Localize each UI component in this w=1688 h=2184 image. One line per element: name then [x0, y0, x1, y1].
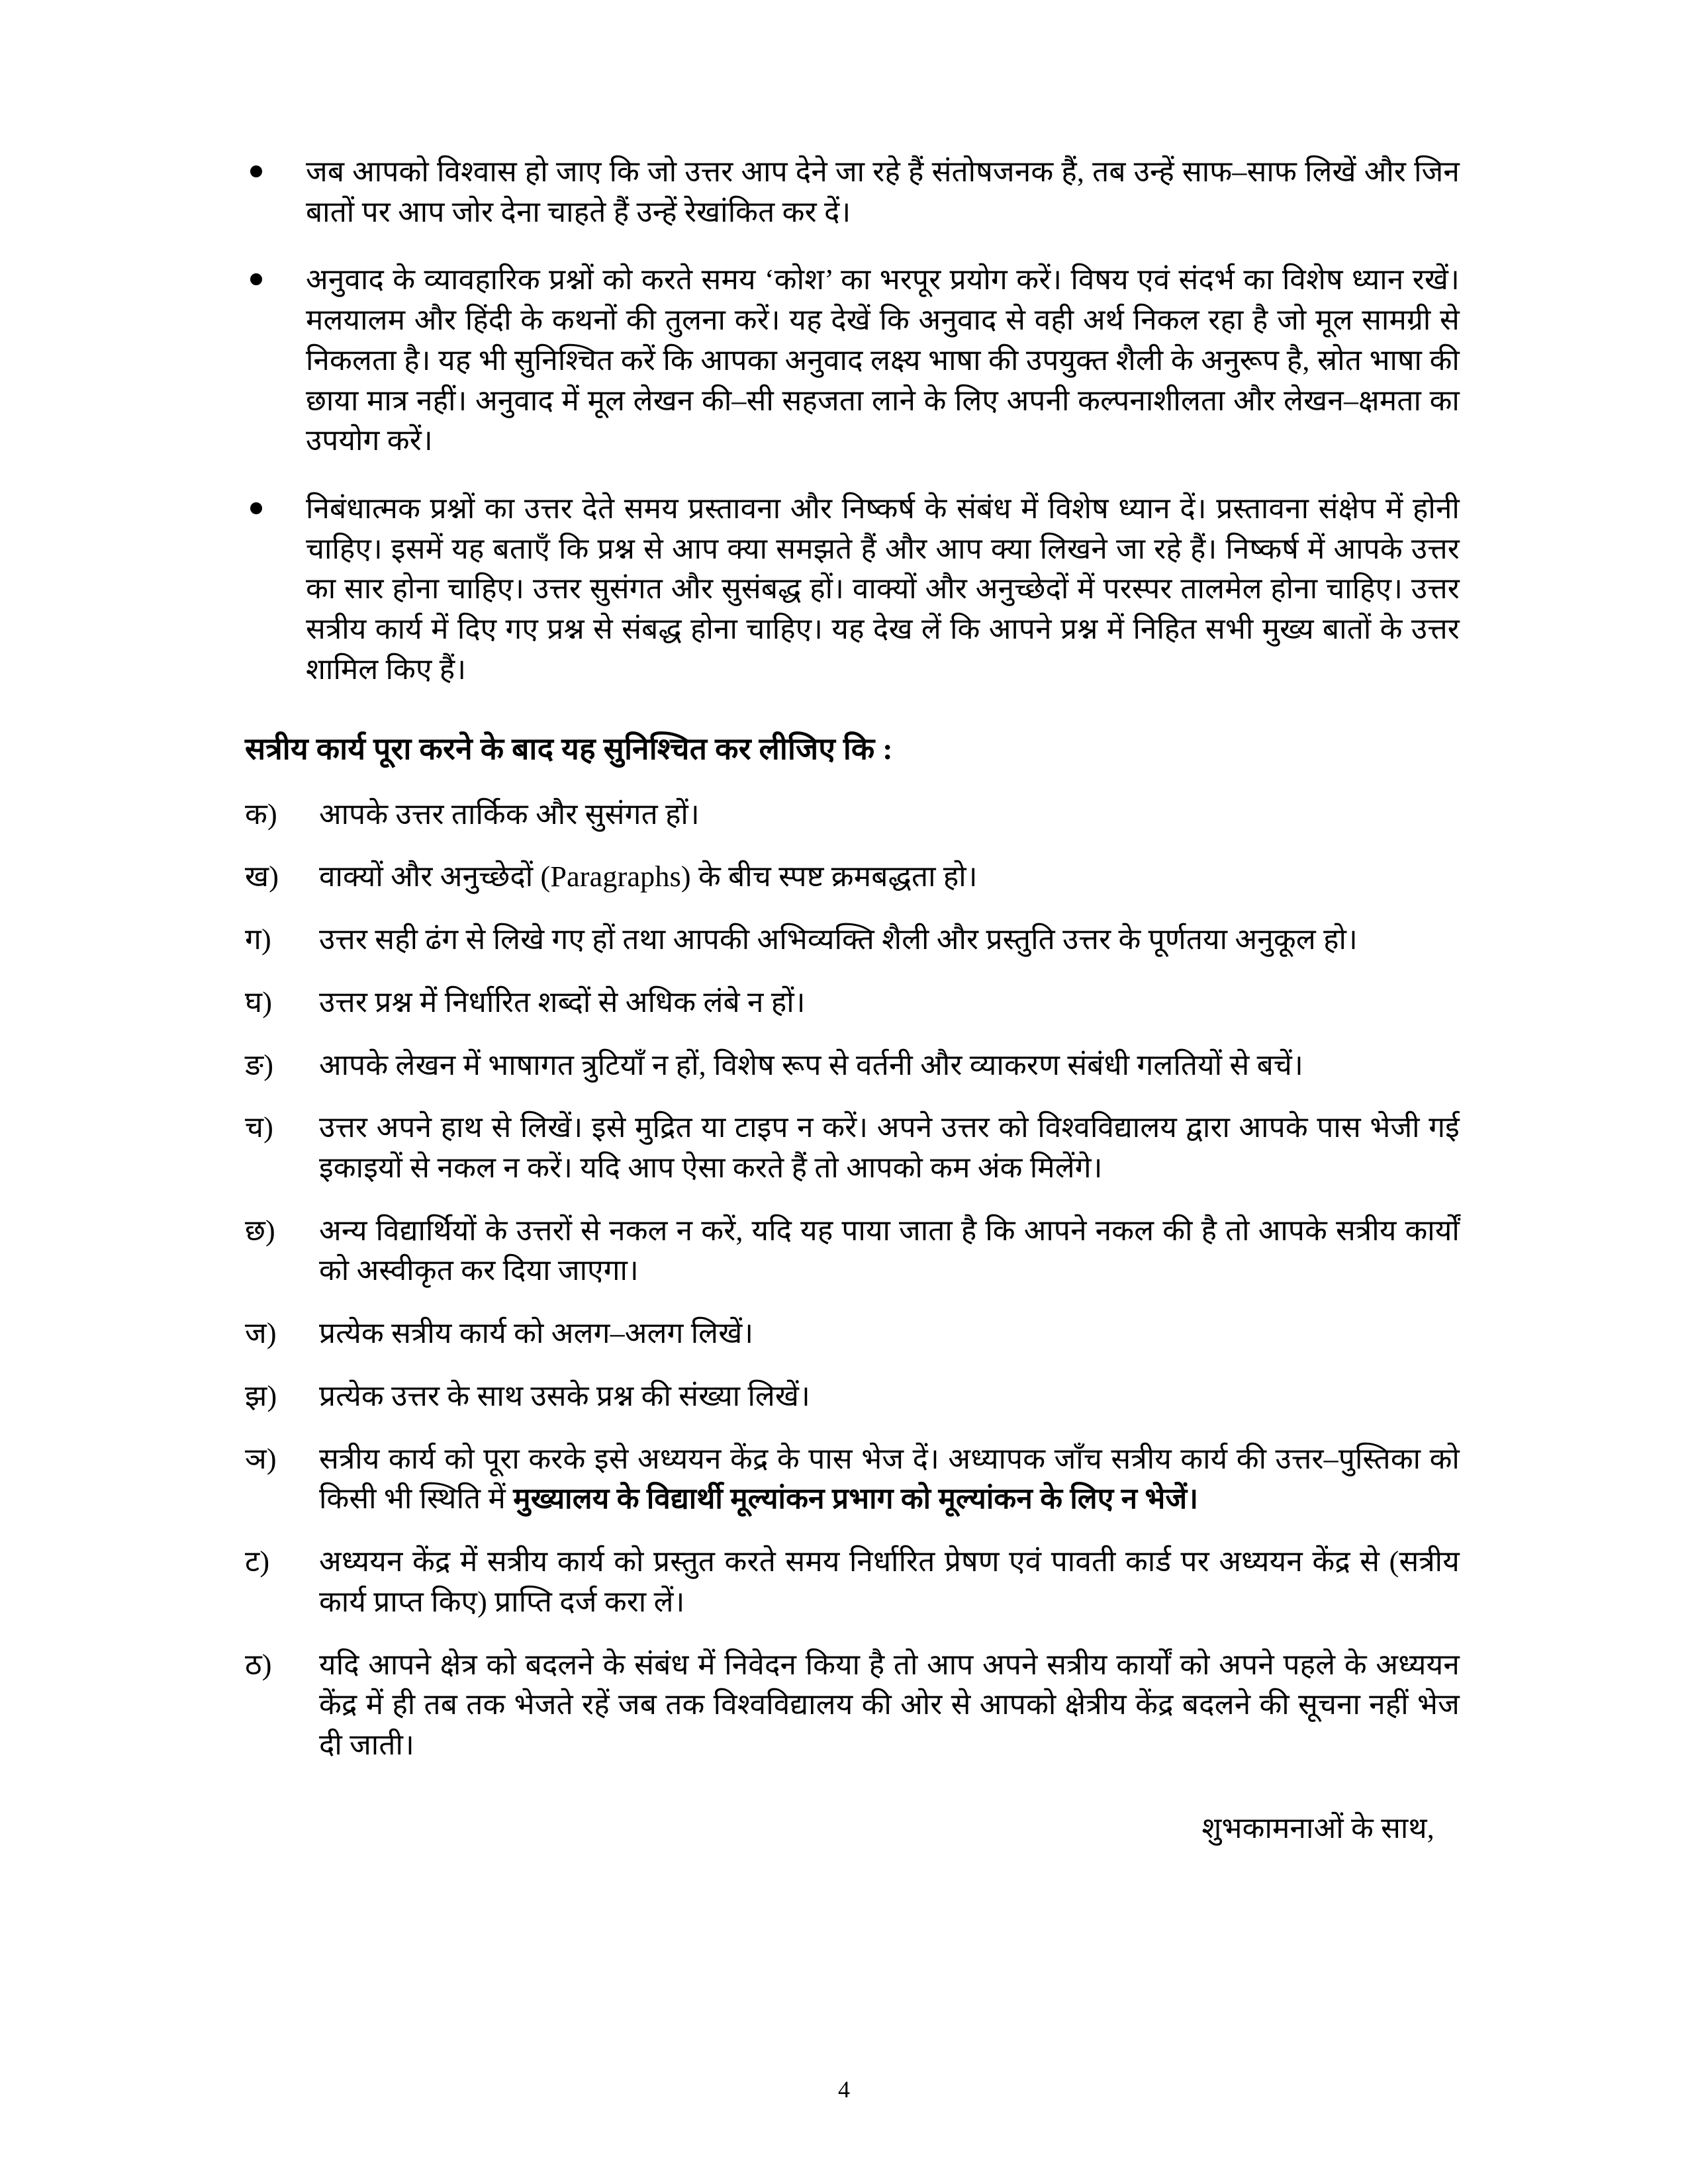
- bullet-text: अनुवाद के व्यावहारिक प्रश्नों को करते समय ‘कोश’ का भरपूर प्रयोग करें। विषय एवं संदर्भ का विशेष ध्यान रखें। मलयालम और हिंदी के कथनों की तुलना करें। यह देखें कि अनुवाद से वही अर्थ निकल रहा है जो मूल सामग्री से निकलता है। यह भी सुनिश्चित करें कि आपका अनुवाद लक्ष्य भाषा की उपयुक्त शैली के अनुरूप है, स्रोत भाषा की छाया मात्र नहीं। अनुवाद में मूल लेखन की–सी सहजता लाने के लिए अपनी कल्पनाशीलता और लेखन–क्षमता का उपयोग करें।: [306, 263, 1460, 457]
- item-text: आपके उत्तर तार्किक और सुसंगत हों।: [319, 797, 700, 831]
- item-text-before-emphasis: सत्रीय कार्य को पूरा करके इसे अध्ययन केंद्र के पास भेज दें। अध्यापक जाँच सत्रीय कार्य की उत्तर–पुस्तिका को किसी भी स्थिति में: [319, 1442, 1460, 1516]
- lettered-list-item: [245, 1542, 1460, 1622]
- checklist-lettered-list: [245, 795, 1460, 1766]
- bullet-list-item: [245, 260, 1460, 461]
- bullet-text: निबंधात्मक प्रश्नों का उत्तर देते समय प्रस्तावना और निष्कर्ष के संबंध में विशेष ध्यान दें। प्रस्तावना संक्षेप में होनी चाहिए। इसमें यह बताएँ कि प्रश्न से आप क्या समझते हैं और आप क्या लिखने जा रहे हैं। निष्कर्ष में आपके उत्तर का सार होना चाहिए। उत्तर सुसंगत और सुसंबद्ध हों। वाक्यों और अनुच्छेदों में परस्पर तालमेल होना चाहिए। उत्तर सत्रीय कार्य में दिए गए प्रश्न से संबद्ध होना चाहिए। यह देख लें कि आपने प्रश्न में निहित सभी मुख्य बातों के उत्तर शामिल किए हैं।: [306, 492, 1460, 686]
- item-marker: ख): [245, 860, 279, 893]
- instructions-bullet-list: [245, 152, 1460, 690]
- document-content: [245, 152, 1460, 1846]
- page-number: 4: [838, 2076, 850, 2103]
- item-marker: ज): [245, 1317, 277, 1350]
- lettered-list-item: [245, 795, 1460, 835]
- item-text: अध्ययन केंद्र में सत्रीय कार्य को प्रस्तुत करते समय निर्धारित प्रेषण एवं पावती कार्ड पर अध्ययन केंद्र से (सत्रीय कार्य प्राप्त किए) प्राप्ति दर्ज करा लें।: [319, 1545, 1460, 1618]
- bullet-text: जब आपको विश्वास हो जाए कि जो उत्तर आप देने जा रहे हैं संतोषजनक हैं, तब उन्हें साफ–साफ लिखें और जिन बातों पर आप जोर देना चाहते हैं उन्हें रेखांकित कर दें।: [306, 156, 1460, 228]
- lettered-list-item: [245, 1046, 1460, 1086]
- lettered-list-item: [245, 1439, 1460, 1520]
- item-text: उत्तर अपने हाथ से लिखें। इसे मुद्रित या टाइप न करें। अपने उत्तर को विश्वविद्यालय द्वारा आपके पास भेजी गई इकाइयों से नकल न करें। यदि आप ऐसा करते हैं तो आपको कम अंक मिलेंगे।: [319, 1111, 1460, 1185]
- lettered-list-item: [245, 1314, 1460, 1354]
- item-text: अन्य विद्यार्थियों के उत्तरों से नकल न करें, यदि यह पाया जाता है कि आपने नकल की है तो आपके सत्रीय कार्यों को अस्वीकृत कर दिया जाएगा।: [319, 1214, 1460, 1287]
- section-heading: सत्रीय कार्य पूरा करने के बाद यह सुनिश्चित कर लीजिए कि :: [245, 731, 893, 766]
- lettered-list-item: [245, 1645, 1460, 1766]
- item-text: उत्तर सही ढंग से लिखे गए हों तथा आपकी अभिव्यक्ति शैली और प्रस्तुति उत्तर के पूर्णतया अनुकूल हो।: [319, 923, 1358, 956]
- item-marker: छ): [245, 1214, 275, 1247]
- bullet-list-item: [245, 489, 1460, 690]
- item-marker: ञ): [245, 1442, 277, 1475]
- item-marker: ङ): [245, 1048, 274, 1081]
- bullet-dot-icon: [250, 165, 262, 177]
- item-marker: क): [245, 797, 277, 831]
- item-text: प्रत्येक उत्तर के साथ उसके प्रश्न की संख्या लिखें।: [319, 1379, 810, 1412]
- lettered-list-item: [245, 1108, 1460, 1188]
- bullet-dot-icon: [250, 502, 262, 514]
- lettered-list-item: [245, 857, 1460, 897]
- item-marker: च): [245, 1111, 273, 1144]
- item-text: उत्तर प्रश्न में निर्धारित शब्दों से अधिक लंबे न हों।: [319, 985, 806, 1019]
- item-text-emphasis: मुख्यालय के विद्यार्थी मूल्यांकन प्रभाग को मूल्यांकन के लिए न भेजें।: [513, 1482, 1199, 1516]
- item-marker: ठ): [245, 1648, 272, 1681]
- item-text: प्रत्येक सत्रीय कार्य को अलग–अलग लिखें।: [319, 1317, 754, 1350]
- closing-salutation: शुभकामनाओं के साथ,: [1201, 1811, 1434, 1844]
- item-marker: झ): [245, 1379, 277, 1412]
- item-text: यदि आपने क्षेत्र को बदलने के संबंध में निवेदन किया है तो आप अपने सत्रीय कार्यों को अपने पहले के अध्ययन केंद्र में ही तब तक भेजते रहें जब तक विश्वविद्यालय की ओर से आपको क्षेत्रीय केंद्र बदलने की सूचना नहीं भेज दी जाती।: [319, 1648, 1460, 1761]
- bullet-list-item: [245, 152, 1460, 232]
- lettered-list-item: [245, 983, 1460, 1023]
- lettered-list-item: [245, 920, 1460, 960]
- item-text: वाक्यों और अनुच्छेदों (Paragraphs) के बीच स्पष्ट क्रमबद्धता हो।: [319, 860, 978, 893]
- bullet-dot-icon: [250, 273, 262, 285]
- item-marker: ग): [245, 923, 271, 956]
- lettered-list-item: [245, 1377, 1460, 1417]
- item-marker: ट): [245, 1545, 270, 1578]
- lettered-list-item: [245, 1211, 1460, 1291]
- item-text: आपके लेखन में भाषागत त्रुटियाँ न हों, विशेष रूप से वर्तनी और व्याकरण संबंधी गलतियों से बचें।: [319, 1048, 1303, 1081]
- item-marker: घ): [245, 985, 273, 1019]
